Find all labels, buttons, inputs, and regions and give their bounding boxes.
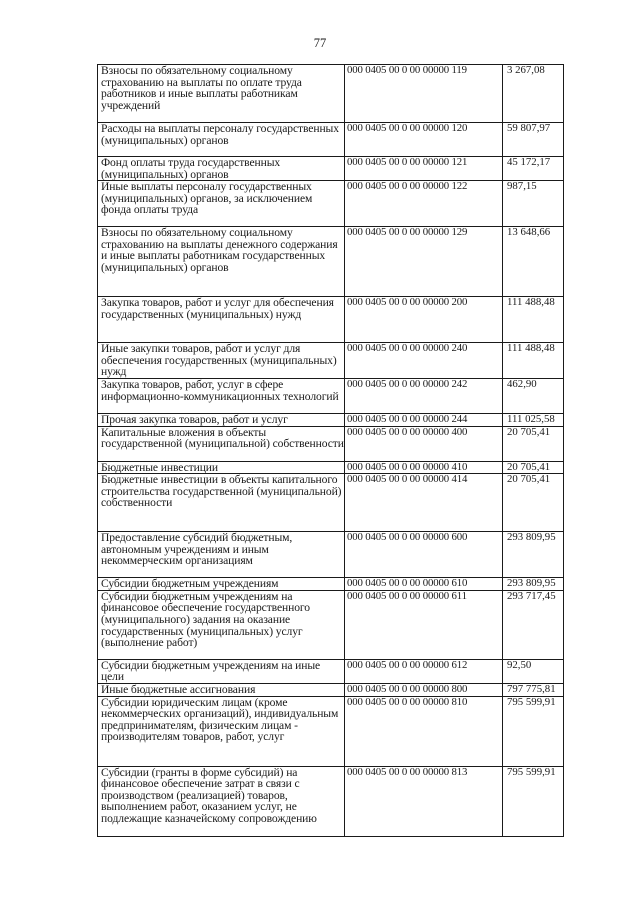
row-code-cell: 000 0405 00 0 00 00000 813 <box>345 766 503 836</box>
row-name-cell: Субсидии бюджетным учреждениям на иные цели <box>98 659 345 683</box>
row-name-cell: Предоставление субсидий бюджетным, автономным учреждениям и иным некоммерческим организациям <box>98 532 345 578</box>
row-code-cell: 000 0405 00 0 00 00000 122 <box>345 181 503 227</box>
row-name-cell: Закупка товаров, работ, услуг в сфере информационно-коммуникационных технологий <box>98 378 345 413</box>
row-code-cell: 000 0405 00 0 00 00000 240 <box>345 343 503 379</box>
row-amount-cell: 3 267,08 <box>503 65 564 123</box>
row-code-cell: 000 0405 00 0 00 00000 200 <box>345 297 503 343</box>
row-amount-cell: 111 488,48 <box>503 343 564 379</box>
row-code-cell: 000 0405 00 0 00 00000 121 <box>345 157 503 181</box>
row-name-cell: Бюджетные инвестиции <box>98 461 345 474</box>
row-name-cell: Расходы на выплаты персоналу государственных (муниципальных) органов <box>98 123 345 157</box>
table-row <box>98 157 564 181</box>
table-row <box>98 683 564 696</box>
row-name-cell: Взносы по обязательному социальному страхованию на выплаты денежного содержания и иные выплаты работникам государственных (муниципальных) органов <box>98 227 345 297</box>
row-amount-cell: 111 488,48 <box>503 297 564 343</box>
row-amount-cell: 293 809,95 <box>503 532 564 578</box>
table-row <box>98 461 564 474</box>
table-row <box>98 123 564 157</box>
row-code-cell: 000 0405 00 0 00 00000 414 <box>345 474 503 532</box>
row-code-cell: 000 0405 00 0 00 00000 610 <box>345 578 503 591</box>
row-code-cell: 000 0405 00 0 00 00000 810 <box>345 696 503 766</box>
row-code-cell: 000 0405 00 0 00 00000 400 <box>345 426 503 461</box>
row-amount-cell: 45 172,17 <box>503 157 564 181</box>
table-row <box>98 65 564 123</box>
table-row <box>98 578 564 591</box>
row-amount-cell: 795 599,91 <box>503 696 564 766</box>
row-code-cell: 000 0405 00 0 00 00000 800 <box>345 683 503 696</box>
row-code-cell: 000 0405 00 0 00 00000 410 <box>345 461 503 474</box>
table-row <box>98 378 564 413</box>
row-code-cell: 000 0405 00 0 00 00000 244 <box>345 413 503 426</box>
row-code-cell: 000 0405 00 0 00 00000 119 <box>345 65 503 123</box>
row-code-cell: 000 0405 00 0 00 00000 600 <box>345 532 503 578</box>
row-amount-cell: 795 599,91 <box>503 766 564 836</box>
table-row <box>98 766 564 836</box>
row-name-cell: Бюджетные инвестиции в объекты капитального строительства государственной (муниципальной) собственности <box>98 474 345 532</box>
row-code-cell: 000 0405 00 0 00 00000 611 <box>345 590 503 659</box>
row-name-cell: Закупка товаров, работ и услуг для обеспечения государственных (муниципальных) нужд <box>98 297 345 343</box>
table-row <box>98 181 564 227</box>
row-name-cell: Субсидии бюджетным учреждениям <box>98 578 345 591</box>
row-code-cell: 000 0405 00 0 00 00000 242 <box>345 378 503 413</box>
row-name-cell: Иные закупки товаров, работ и услуг для обеспечения государственных (муниципальных) нужд <box>98 343 345 379</box>
row-name-cell: Фонд оплаты труда государственных (муниципальных) органов <box>98 157 345 181</box>
table-row <box>98 696 564 766</box>
row-code-cell: 000 0405 00 0 00 00000 120 <box>345 123 503 157</box>
row-amount-cell: 59 807,97 <box>503 123 564 157</box>
row-name-cell: Иные бюджетные ассигнования <box>98 683 345 696</box>
table-row <box>98 659 564 683</box>
row-code-cell: 000 0405 00 0 00 00000 612 <box>345 659 503 683</box>
row-name-cell: Капитальные вложения в объекты государственной (муниципальной) собственности <box>98 426 345 461</box>
row-name-cell: Взносы по обязательному социальному страхованию на выплаты по оплате труда работников и иные выплаты работникам учреждений <box>98 65 345 123</box>
row-amount-cell: 293 809,95 <box>503 578 564 591</box>
table-row <box>98 227 564 297</box>
table-row <box>98 532 564 578</box>
table-row <box>98 297 564 343</box>
row-amount-cell: 797 775,81 <box>503 683 564 696</box>
budget-table <box>97 64 564 837</box>
row-code-cell: 000 0405 00 0 00 00000 129 <box>345 227 503 297</box>
row-name-cell: Субсидии (гранты в форме субсидий) на финансовое обеспечение затрат в связи с производством (реализацией) товаров, выполнением работ, оказанием услуг, не подлежащие казначейскому сопровождению <box>98 766 345 836</box>
row-name-cell: Субсидии юридическим лицам (кроме некоммерческих организаций), индивидуальным предпринимателям, физическим лицам - производителям товаров, работ, услуг <box>98 696 345 766</box>
row-amount-cell: 13 648,66 <box>503 227 564 297</box>
table-row <box>98 413 564 426</box>
row-amount-cell: 92,50 <box>503 659 564 683</box>
row-amount-cell: 987,15 <box>503 181 564 227</box>
table-row <box>98 590 564 659</box>
row-name-cell: Прочая закупка товаров, работ и услуг <box>98 413 345 426</box>
row-name-cell: Иные выплаты персоналу государственных (муниципальных) органов, за исключением фонда оплаты труда <box>98 181 345 227</box>
table-row <box>98 343 564 379</box>
row-amount-cell: 462,90 <box>503 378 564 413</box>
table-row <box>98 426 564 461</box>
row-amount-cell: 20 705,41 <box>503 426 564 461</box>
page-number: 77 <box>313 36 327 50</box>
row-amount-cell: 20 705,41 <box>503 461 564 474</box>
row-amount-cell: 293 717,45 <box>503 590 564 659</box>
table-row <box>98 474 564 532</box>
row-amount-cell: 111 025,58 <box>503 413 564 426</box>
row-amount-cell: 20 705,41 <box>503 474 564 532</box>
row-name-cell: Субсидии бюджетным учреждениям на финансовое обеспечение государственного (муниципального) задания на оказание государственных (муниципальных) услуг (выполнение работ) <box>98 590 345 659</box>
